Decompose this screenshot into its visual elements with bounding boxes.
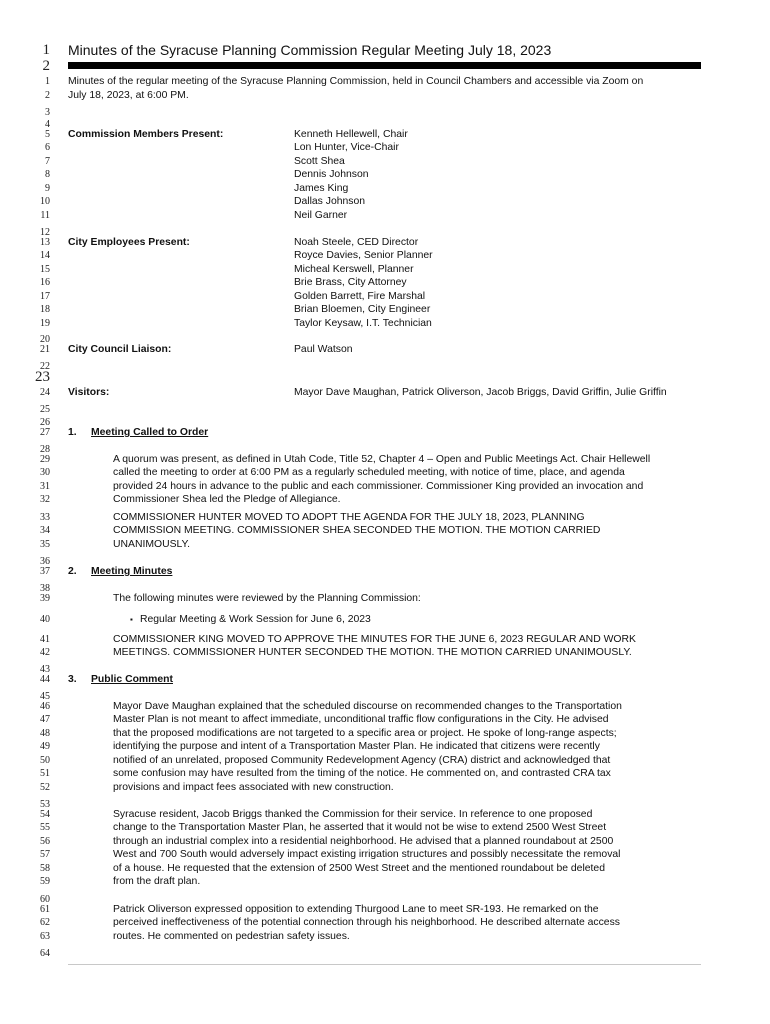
employee-name: Brian Bloemen, City Engineer (294, 304, 431, 315)
line-number: 55 (40, 822, 50, 833)
line-number: 28 (40, 444, 50, 455)
motion-line: COMMISSIONER KING MOVED TO APPROVE THE MINUTES FOR THE JUNE 6, 2023 REGULAR AND WORK (113, 634, 636, 645)
intro-line: Minutes of the regular meeting of the Syracuse Planning Commission, held in Council Chambers and accessible via Zoom on (68, 76, 644, 87)
paragraph-line: The following minutes were reviewed by the Planning Commission: (113, 593, 421, 604)
paragraph-line: Patrick Oliverson expressed opposition to extending Thurgood Lane to meet SR-193. He remarked on the (113, 904, 599, 915)
line-number: 1 (45, 76, 50, 87)
line-number: 43 (40, 664, 50, 675)
line-number: 63 (40, 931, 50, 942)
paragraph-line: routes. He commented on pedestrian safety issues. (113, 931, 350, 942)
line-number: 48 (40, 728, 50, 739)
member-name: Scott Shea (294, 156, 345, 167)
paragraph-line: Syracuse resident, Jacob Briggs thanked the Commission for their service. In reference to one proposed (113, 809, 593, 820)
line-number: 60 (40, 894, 50, 905)
employee-name: Noah Steele, CED Director (294, 237, 419, 248)
line-number: 51 (40, 768, 50, 779)
motion-line: UNANIMOUSLY. (113, 539, 190, 550)
paragraph-line: Master Plan is not meant to affect immediate, unconditional traffic flow configurations in the City. He advised (113, 714, 609, 725)
visitors-label: Visitors: (68, 387, 110, 398)
liaison-name: Paul Watson (294, 344, 353, 355)
line-number: 40 (40, 614, 50, 625)
line-number: 57 (40, 849, 50, 860)
line-number: 24 (40, 387, 50, 398)
employees-label: City Employees Present: (68, 237, 190, 248)
line-number: 44 (40, 674, 50, 685)
paragraph-line: perceived ineffectiveness of the potential connection through his neighborhood. He described alternate access (113, 917, 620, 928)
visitors-list: Mayor Dave Maughan, Patrick Oliverson, Jacob Briggs, David Griffin, Julie Griffin (294, 387, 667, 398)
member-name: Kenneth Hellewell, Chair (294, 129, 408, 140)
header-line-number: 2 (42, 58, 50, 74)
paragraph-line: of a house. He requested that the extension of 2500 West Street and the mentioned roundabout be deleted (113, 863, 605, 874)
paragraph-line: some confusion may have resulted from the timing of the notice. He commented on, and contrasted CRA tax (113, 768, 611, 779)
line-number: 22 (40, 361, 50, 372)
line-number: 35 (40, 539, 50, 550)
line-number: 49 (40, 741, 50, 752)
paragraph-line: Mayor Dave Maughan explained that the scheduled discourse on recommended changes to the Transportation (113, 701, 622, 712)
paragraph-line: that the proposed modifications are not targeted to a specific area or project. He spoke of long-range aspects; (113, 728, 617, 739)
bullet-icon: ▪ (130, 615, 133, 624)
paragraph-line: West and 700 South would adversely impact existing irrigation structures and possibly necessitate the removal (113, 849, 621, 860)
section-title: Public Comment (91, 674, 173, 685)
employee-name: Brie Brass, City Attorney (294, 277, 407, 288)
line-number: 29 (40, 454, 50, 465)
paragraph-line: Commissioner Shea led the Pledge of Allegiance. (113, 494, 341, 505)
line-number: 61 (40, 904, 50, 915)
motion-line: MEETINGS. COMMISSIONER HUNTER SECONDED THE MOTION. THE MOTION CARRIED UNANIMOUSLY. (113, 647, 632, 658)
member-name: James King (294, 183, 349, 194)
line-number: 52 (40, 782, 50, 793)
line-number: 19 (40, 318, 50, 329)
liaison-label: City Council Liaison: (68, 344, 172, 355)
line-number: 23 (35, 369, 50, 385)
line-number: 17 (40, 291, 50, 302)
paragraph-line: provisions and impact fees associated with new construction. (113, 782, 394, 793)
paragraph-line: identifying the purpose and intent of a Transportation Master Plan. He indicated that citizens were recently (113, 741, 600, 752)
paragraph-line: provided 24 hours in advance to the public and each commissioner. Commissioner King provided an invocation and (113, 481, 644, 492)
paragraph-line: change to the Transportation Master Plan, he asserted that it would not be wise to extend 2500 West Street (113, 822, 607, 833)
section-number: 2. (68, 566, 77, 577)
paragraph-line: A quorum was present, as defined in Utah Code, Title 52, Chapter 4 – Open and Public Meetings Act. Chair Hellewell (113, 454, 651, 465)
line-number: 9 (45, 183, 50, 194)
member-name: Dennis Johnson (294, 169, 369, 180)
line-number: 14 (40, 250, 50, 261)
line-number: 36 (40, 556, 50, 567)
header-line-number: 1 (42, 42, 50, 58)
motion-line: COMMISSIONER HUNTER MOVED TO ADOPT THE AGENDA FOR THE JULY 18, 2023, PLANNING (113, 512, 585, 523)
line-number: 18 (40, 304, 50, 315)
line-number: 26 (40, 417, 50, 428)
line-number: 45 (40, 691, 50, 702)
line-number: 20 (40, 334, 50, 345)
employee-name: Taylor Keysaw, I.T. Technician (294, 318, 432, 329)
line-number: 5 (45, 129, 50, 140)
line-number: 7 (45, 156, 50, 167)
employee-name: Royce Davies, Senior Planner (294, 250, 433, 261)
line-number: 56 (40, 836, 50, 847)
line-number: 53 (40, 799, 50, 810)
page-title: Minutes of the Syracuse Planning Commission Regular Meeting July 18, 2023 (68, 42, 552, 58)
line-number: 13 (40, 237, 50, 248)
line-number: 38 (40, 583, 50, 594)
paragraph-line: through an industrial complex into a residential neighborhood. He advised that a planned roundabout at 2500 (113, 836, 614, 847)
section-number: 1. (68, 427, 77, 438)
section-title: Meeting Called to Order (91, 427, 209, 438)
line-number: 21 (40, 344, 50, 355)
members-label: Commission Members Present: (68, 129, 224, 140)
section-number: 3. (68, 674, 77, 685)
line-number: 10 (40, 196, 50, 207)
line-number: 50 (40, 755, 50, 766)
bullet-item: Regular Meeting & Work Session for June 6, 2023 (140, 614, 371, 625)
line-number: 33 (40, 512, 50, 523)
line-number: 11 (40, 210, 50, 221)
line-number: 15 (40, 264, 50, 275)
line-number: 46 (40, 701, 50, 712)
line-number: 59 (40, 876, 50, 887)
employee-name: Golden Barrett, Fire Marshal (294, 291, 426, 302)
line-number: 41 (40, 634, 50, 645)
line-number: 3 (45, 107, 50, 118)
member-name: Neil Garner (294, 210, 348, 221)
line-number: 25 (40, 404, 50, 415)
intro-line: July 18, 2023, at 6:00 PM. (68, 90, 189, 101)
section-title: Meeting Minutes (91, 566, 173, 577)
member-name: Dallas Johnson (294, 196, 366, 207)
paragraph-line: notified of an unrelated, proposed Community Redevelopment Agency (CRA) district and acknowledged that (113, 755, 611, 766)
line-number: 62 (40, 917, 50, 928)
line-number: 32 (40, 494, 50, 505)
line-number: 2 (45, 90, 50, 101)
line-number: 39 (40, 593, 50, 604)
paragraph-line: from the draft plan. (113, 876, 201, 887)
line-number: 58 (40, 863, 50, 874)
line-number: 30 (40, 467, 50, 478)
motion-line: COMMISSION MEETING. COMMISSIONER SHEA SECONDED THE MOTION. THE MOTION CARRIED (113, 525, 601, 536)
line-number: 8 (45, 169, 50, 180)
line-number: 37 (40, 566, 50, 577)
line-number: 27 (40, 427, 50, 438)
title-rule (68, 62, 701, 69)
line-number: 54 (40, 809, 50, 820)
line-number: 31 (40, 481, 50, 492)
employee-name: Micheal Kerswell, Planner (294, 264, 414, 275)
line-number: 47 (40, 714, 50, 725)
line-number: 42 (40, 647, 50, 658)
line-number: 34 (40, 525, 50, 536)
paragraph-line: called the meeting to order at 6:00 PM as a regularly scheduled meeting, with notice of time, place, and agenda (113, 467, 625, 478)
line-number: 64 (40, 948, 50, 959)
line-number: 12 (40, 227, 50, 238)
line-number: 6 (45, 142, 50, 153)
line-number: 4 (45, 119, 50, 130)
member-name: Lon Hunter, Vice-Chair (294, 142, 399, 153)
footer-rule (68, 964, 701, 965)
line-number: 16 (40, 277, 50, 288)
